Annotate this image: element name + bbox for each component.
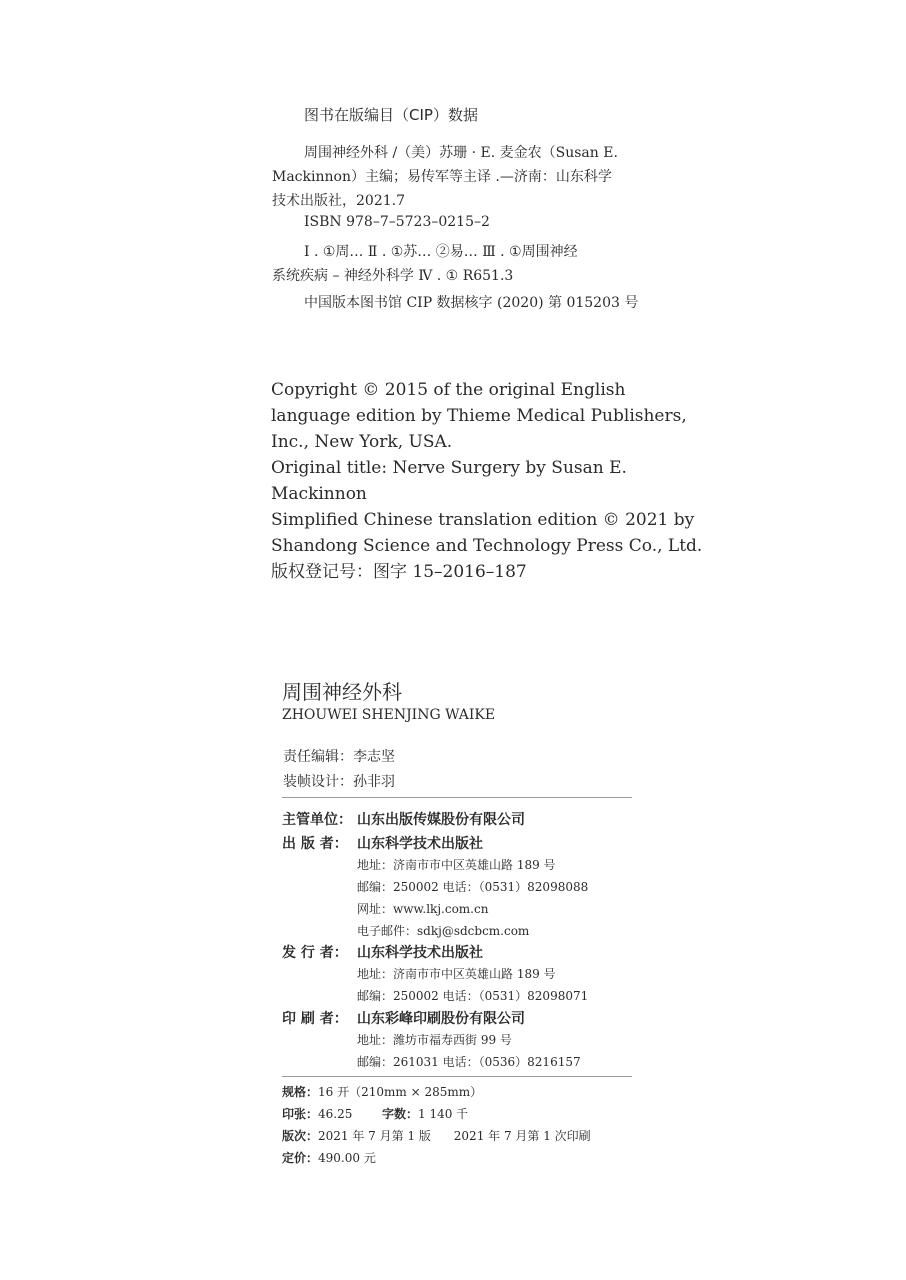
spec-price [282, 1149, 376, 1166]
spec-words-value: 1 140 千 [418, 1107, 469, 1121]
distributor-name: 山东科学技术出版社 [357, 945, 483, 961]
spec-sheets-value: 46.25 [318, 1107, 353, 1121]
cip-entry-line-2: Mackinnon）主编；易传军等主译 .—济南：山东科学 [272, 169, 612, 185]
spec-price-label: 定价： [282, 1151, 319, 1165]
cip-entry-line-3: 技术出版社，2021.7 [272, 193, 405, 209]
copyright-line-7: Shandong Science and Technology Press Co., Ltd. [271, 536, 703, 556]
divider-top [282, 797, 632, 798]
printer-label: 印 刷 者： [282, 1011, 348, 1027]
spec-edition-label: 版次： [282, 1129, 319, 1143]
spec-words [382, 1105, 468, 1122]
spec-sheets [282, 1105, 352, 1122]
distributor-address: 地址：济南市市中区英雄山路 189 号 [357, 967, 556, 981]
printer-address: 地址：潍坊市福寿西街 99 号 [357, 1033, 512, 1047]
publisher-postal: 邮编：250002 电话：（0531）82098088 [357, 880, 589, 894]
printer-postal: 邮编：261031 电话：（0536）8216157 [357, 1055, 581, 1069]
printer-name: 山东彩峰印刷股份有限公司 [357, 1011, 525, 1027]
supervisor-name: 山东出版传媒股份有限公司 [357, 812, 525, 828]
publisher-address: 地址：济南市市中区英雄山路 189 号 [357, 858, 556, 872]
distributor-label: 发 行 者： [282, 945, 348, 961]
publisher-website: 网址：www.lkj.com.cn [357, 902, 489, 916]
copyright-line-5: Mackinnon [271, 484, 367, 504]
cip-classification-line-1: Ⅰ . ①周… Ⅱ . ①苏… ②易… Ⅲ . ①周围神经 [304, 244, 578, 260]
cip-number: 中国版本图书馆 CIP 数据核字 (2020) 第 015203 号 [304, 295, 639, 311]
spec-edition-value: 2021 年 7 月第 1 版 2021 年 7 月第 1 次印刷 [318, 1129, 591, 1143]
cover-designer: 装帧设计：孙非羽 [283, 774, 395, 790]
copyright-line-2: language edition by Thieme Medical Publishers, [271, 406, 687, 426]
spec-format-label: 规格： [282, 1085, 319, 1099]
cip-entry-line-1: 周围神经外科 /（美）苏珊 · E. 麦金农（Susan E. [304, 145, 618, 161]
spec-sheets-label: 印张： [282, 1107, 319, 1121]
publisher-label: 出 版 者： [282, 836, 348, 852]
spec-words-label: 字数： [382, 1107, 419, 1121]
copyright-line-6: Simplified Chinese translation edition © 2021 by [271, 510, 695, 530]
copyright-line-4: Original title: Nerve Surgery by Susan E. [271, 458, 627, 478]
spec-price-value: 490.00 元 [318, 1151, 376, 1165]
publisher-name: 山东科学技术出版社 [357, 836, 483, 852]
cip-heading: 图书在版编目（CIP）数据 [304, 106, 478, 124]
book-title: 周围神经外科 [282, 680, 402, 704]
copyright-line-3: Inc., New York, USA. [271, 432, 453, 452]
responsible-editor: 责任编辑：李志坚 [283, 749, 395, 765]
spec-format [282, 1083, 482, 1100]
cip-classification-line-2: 系统疾病 – 神经外科学 Ⅳ . ① R651.3 [272, 268, 514, 284]
copyright-registration: 版权登记号：图字 15–2016–187 [271, 562, 527, 582]
distributor-postal: 邮编：250002 电话：（0531）82098071 [357, 989, 589, 1003]
book-pinyin: ZHOUWEI SHENJING WAIKE [282, 707, 496, 723]
publisher-email: 电子邮件：sdkj@sdcbcm.com [357, 924, 530, 938]
spec-format-value: 16 开（210mm × 285mm） [318, 1085, 483, 1099]
divider-bottom [282, 1076, 632, 1077]
spec-edition [282, 1127, 591, 1144]
copyright-line-1: Copyright © 2015 of the original English [271, 380, 626, 400]
supervisor-label: 主管单位： [282, 812, 352, 828]
cip-isbn: ISBN 978–7–5723–0215–2 [304, 214, 490, 230]
